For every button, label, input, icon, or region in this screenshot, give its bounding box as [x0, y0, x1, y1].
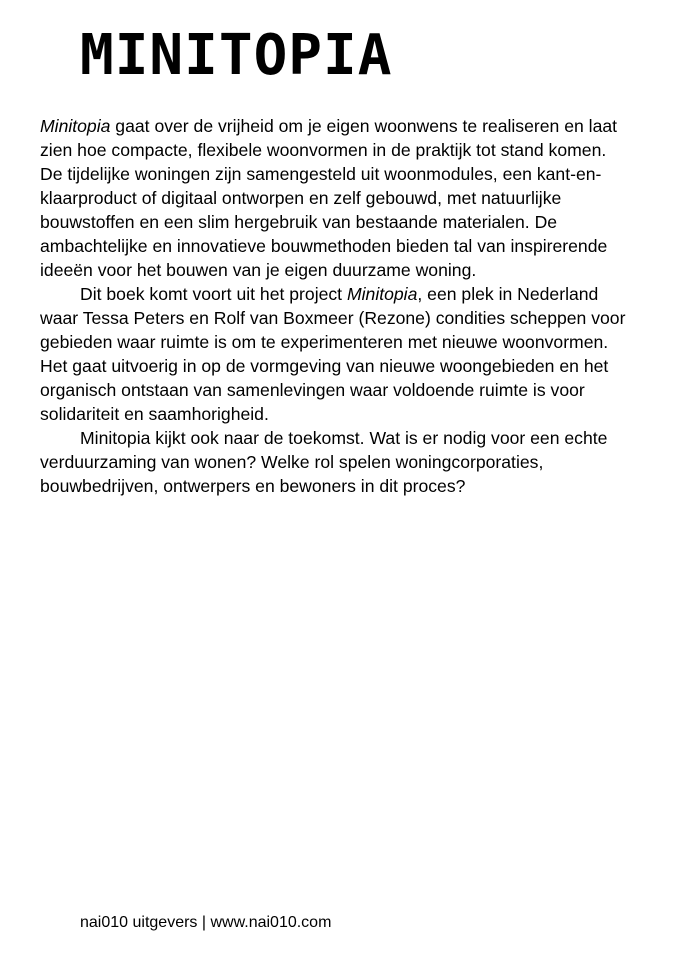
paragraph-2 — [40, 282, 630, 426]
paragraph-2-text-after: , een plek in Nederland waar Tessa Peters en Rolf van Boxmeer (Rezone) condities scheppen voor gebieden waar ruimte is om te experimenteren met nieuwe woonvormen. Het gaat uitvoerig in op de vormgeving van nieuwe woongebieden en het organisch ontstaan van samenlevingen waar voldoende ruimte is voor solidariteit en saamhorigheid. — [40, 284, 626, 424]
page-title: MINITOPIA — [80, 23, 393, 88]
paragraph-3: Minitopia kijkt ook naar de toekomst. Wat is er nodig voor een echte verduurzaming van wonen? Welke rol spelen woningcorporaties, bouwbedrijven, ontwerpers en bewoners in dit proces? — [40, 428, 608, 496]
blurb-text — [40, 114, 630, 498]
paragraph-1-text: gaat over de vrijheid om je eigen woonwens te realiseren en laat zien hoe compacte, flexibele woonvormen in de praktijk tot stand komen. De tijdelijke woningen zijn samengesteld uit woonmodules, een kant-en-klaarproduct of digitaal ontworpen en zelf gebouwd, met natuurlijke bouwstoffen en een slim hergebruik van bestaande materialen. De ambachtelijke en innovatieve bouwmethoden bieden tal van inspirerende ideeën voor het bouwen van je eigen duurzame woning. — [40, 116, 618, 280]
project-name-italic: Minitopia — [346, 284, 418, 304]
paragraph-1 — [40, 114, 630, 282]
paragraph-2-text-before: Dit boek komt voort uit het project — [80, 284, 347, 304]
book-title-italic: Minitopia — [40, 116, 111, 136]
publisher-footer: nai010 uitgevers | www.nai010.com — [80, 914, 332, 931]
